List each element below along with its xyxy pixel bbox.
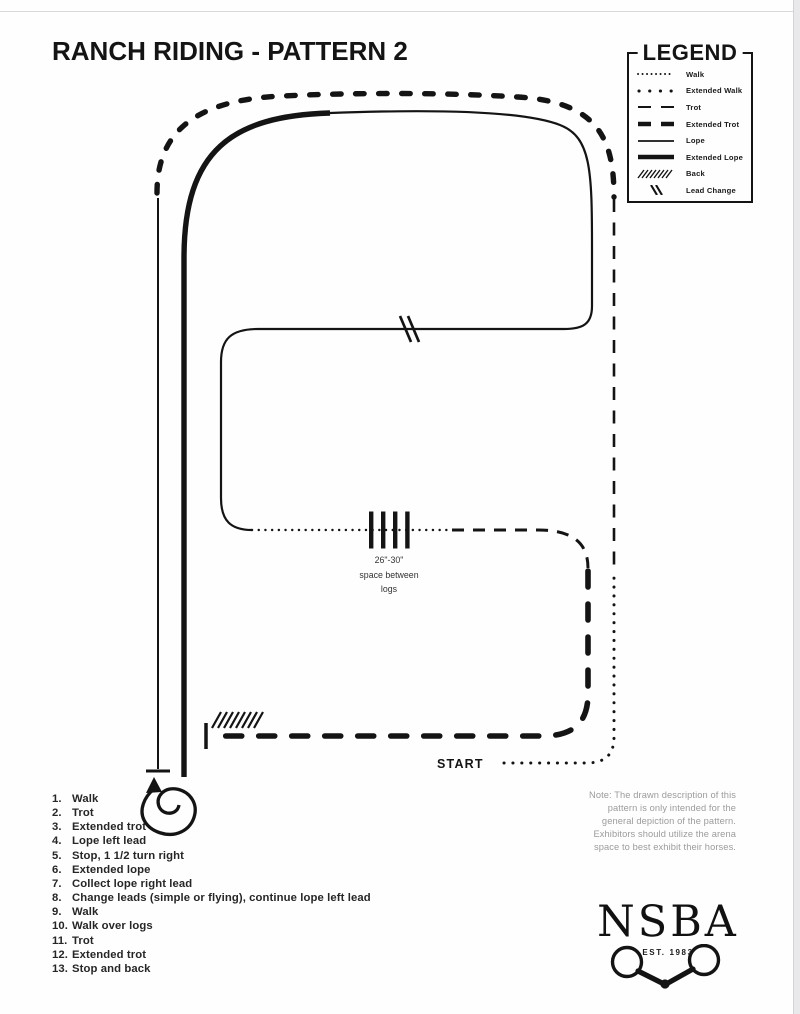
maneuver-number: 12. (52, 948, 69, 961)
lope-loop-path (221, 111, 592, 530)
legend-label: Lead Change (686, 185, 736, 195)
logs (369, 512, 410, 549)
nsba-logo-wordmark: NSBA (597, 897, 739, 947)
logs-note-line3: logs (380, 584, 398, 594)
note-line: general depiction of the pattern. (601, 816, 736, 827)
maneuver-item (52, 919, 371, 933)
logs-note-line2: space between (359, 570, 419, 580)
maneuver-label: Extended trot (72, 948, 147, 961)
extended-trot-bottom-path (210, 571, 588, 736)
note-line: Note: The drawn description of this (589, 790, 736, 800)
back-hatch-marks (212, 712, 263, 728)
maneuver-label: Collect lope right lead (72, 877, 193, 890)
legend-label: Extended Trot (686, 119, 740, 129)
maneuver-number: 13. (52, 962, 69, 975)
page-title: RANCH RIDING - PATTERN 2 (52, 36, 408, 66)
start-label: START (437, 757, 484, 771)
maneuver-number: 8. (52, 892, 62, 905)
maneuver-item (52, 891, 371, 905)
maneuver-item (52, 792, 371, 806)
logs-note-line1: 26"-30" (374, 555, 404, 565)
maneuver-label: Lope left lead (72, 835, 147, 848)
logs-spacing-note (359, 555, 418, 594)
maneuver-number: 9. (52, 906, 62, 919)
maneuver-number: 2. (52, 807, 62, 820)
trot-after-logs-path (452, 530, 588, 568)
nsba-logo-bit (583, 944, 753, 1002)
maneuver-label: Stop, 1 1/2 turn right (72, 849, 185, 862)
maneuver-label: Extended trot (72, 821, 147, 834)
maneuver-number: 3. (52, 821, 62, 834)
maneuver-item (52, 806, 371, 820)
maneuver-label: Walk (72, 906, 99, 919)
maneuver-item (52, 877, 371, 891)
maneuver-item (52, 863, 371, 877)
legend-label: Trot (686, 102, 702, 112)
maneuver-label: Stop and back (72, 962, 151, 975)
disclaimer-note (589, 789, 736, 854)
nsba-logo-established: EST. 1983 (642, 948, 694, 957)
maneuver-number: 1. (52, 793, 62, 805)
maneuver-item (52, 834, 371, 848)
legend-label: Extended Lope (686, 152, 744, 162)
maneuver-label: Extended lope (72, 863, 151, 876)
legend-label: Walk (686, 69, 705, 79)
maneuver-item (52, 934, 371, 948)
maneuver-label: Walk (72, 793, 99, 805)
maneuver-item (52, 905, 371, 919)
maneuver-item (52, 820, 371, 834)
note-line: Exhibitors should utilize the arena (593, 829, 736, 840)
legend-label: Back (686, 169, 705, 179)
maneuver-list (52, 792, 371, 976)
maneuver-number: 7. (52, 877, 62, 890)
maneuver-number: 10. (52, 920, 69, 933)
note-line: space to best exhibit their horses. (594, 842, 736, 853)
maneuver-number: 6. (52, 863, 62, 876)
maneuver-label: Trot (72, 807, 94, 820)
nsba-logo (583, 898, 753, 1002)
maneuver-number: 11. (52, 934, 68, 947)
maneuver-label: Walk over logs (72, 920, 153, 933)
maneuver-item (52, 948, 371, 962)
legend-title: LEGEND (638, 40, 743, 66)
maneuver-number: 4. (52, 835, 62, 848)
extended-trot-arc-path (157, 93, 614, 197)
turn-spiral-arrowhead (146, 777, 162, 793)
extended-lope-path (184, 113, 330, 777)
legend-label: Lope (686, 136, 705, 146)
note-line: pattern is only intended for the (607, 803, 736, 814)
legend-label: Extended Walk (686, 86, 743, 96)
maneuver-label: Trot (72, 934, 94, 947)
maneuver-item (52, 849, 371, 863)
maneuver-label: Change leads (simple or flying), continue lope left lead (72, 892, 371, 905)
maneuver-number: 5. (52, 849, 62, 862)
maneuver-item (52, 962, 371, 976)
